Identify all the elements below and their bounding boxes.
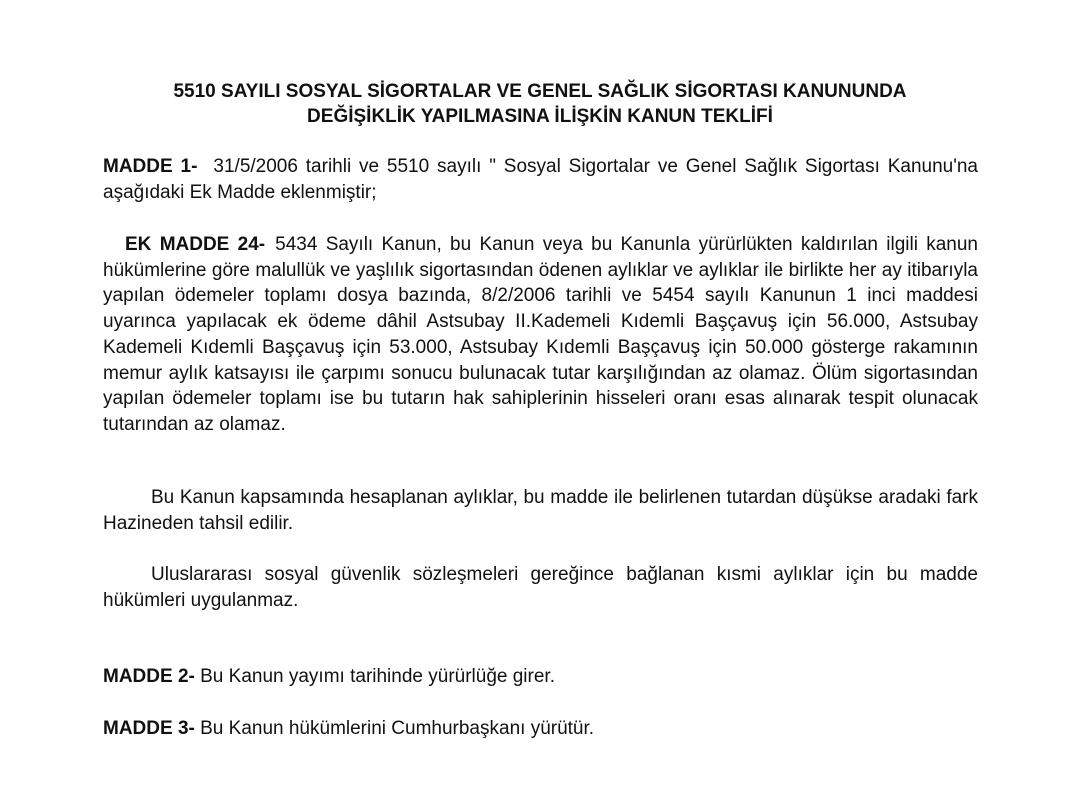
document-title-line-1: 5510 SAYILI SOSYAL SİGORTALAR VE GENEL SAĞLIK SİGORTASI KANUNUNDA (173, 81, 907, 102)
madde-2-label: MADDE 2- (103, 666, 195, 687)
uluslararasi-paragraph: Uluslararası sosyal güvenlik sözleşmeleri gereğince bağlanan kısmi aylıklar için bu madde hükümleri uygulanmaz. (103, 564, 978, 611)
ek-madde-24-label: EK MADDE 24- (125, 234, 266, 255)
ek-madde-24-text: 5434 Sayılı Kanun, bu Kanun veya bu Kanunla yürürlükten kaldırılan ilgili kanun hükümlerine göre malullük ve yaşlılık sigortasından ödenen aylıklar ve aylıklar ile birlikte her ay itibarıyla yapılan ödemeler toplamı dosya bazında, 8/2/2006 tarihli ve 5454 sayılı Kanunun 1 inci maddesi uyarınca yapılacak ek ödeme dâhil Astsubay II.Kademeli Kıdemli Başçavuş için 56.000, Astsubay Kademeli Kıdemli Başçavuş için 53.000, Astsubay Kıdemli Başçavuş için 50.000 gösterge rakamının memur aylık katsayısı ile çarpımı sonucu bulunacak tutar karşılığından az olamaz. Ölüm sigortasından yapılan ödemeler toplamı ise bu tutarın hak sahiplerinin hisseleri oranı esas alınarak tespit olunacak tutarından az olamaz. (103, 234, 979, 435)
madde-3-text: Bu Kanun hükümlerini Cumhurbaşkanı yürütür. (200, 718, 595, 739)
madde-2-paragraph (103, 664, 978, 690)
madde-1-text: 31/5/2006 tarihli ve 5510 sayılı " Sosyal Sigortalar ve Genel Sağlık Sigortası Kanunu'na aşağıdaki Ek Madde eklenmiştir; (103, 156, 978, 203)
madde-2-text: Bu Kanun yayımı tarihinde yürürlüğe girer. (200, 666, 555, 687)
madde-3-label: MADDE 3- (103, 718, 195, 739)
madde-3-paragraph (103, 716, 978, 742)
madde-1-paragraph (103, 154, 978, 205)
hazine-paragraph: Bu Kanun kapsamında hesaplanan aylıklar, bu madde ile belirlenen tutardan düşükse aradaki fark Hazineden tahsil edilir. (103, 487, 978, 534)
ek-madde-24-paragraph (103, 232, 978, 438)
document-title-line-2: DEĞİŞİKLİK YAPILMASINA İLİŞKİN KANUN TEKLİFİ (307, 106, 773, 127)
madde-1-label: MADDE 1- (103, 156, 198, 177)
